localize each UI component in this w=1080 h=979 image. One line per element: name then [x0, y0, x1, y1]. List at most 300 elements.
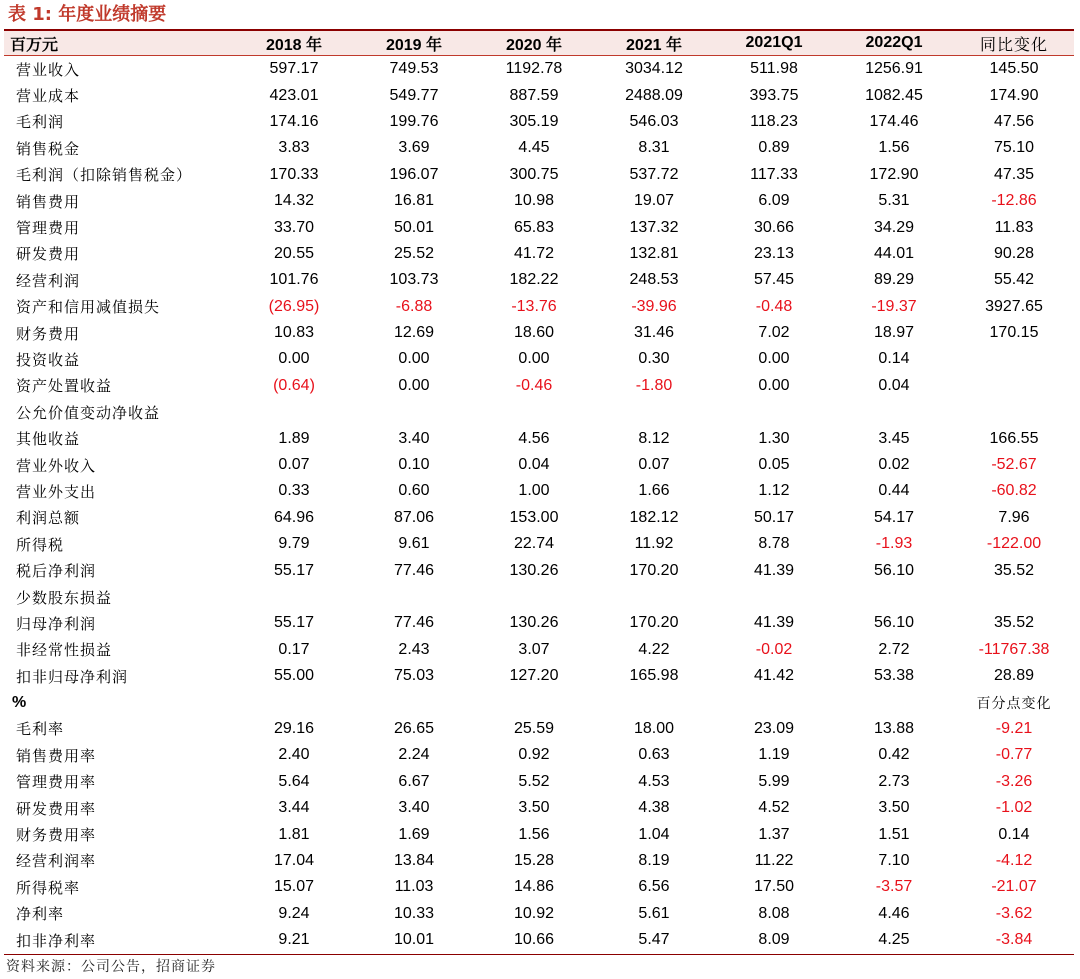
value-cell: 3.07 — [518, 640, 550, 658]
value-cell: 77.46 — [393, 561, 435, 579]
value-cell: 1256.91 — [865, 60, 923, 78]
row-label: 销售费用率 — [16, 746, 97, 765]
row-label: 净利率 — [16, 905, 65, 924]
table-row — [4, 610, 1074, 636]
value-cell: 1.69 — [398, 825, 430, 843]
col-header: 2019 年 — [354, 31, 474, 56]
source-note: 资料来源：公司公告，招商证券 — [6, 959, 216, 975]
unit-header: 百万元 — [4, 31, 234, 56]
value-cell: 511.98 — [750, 60, 798, 78]
value-cell: 11.03 — [394, 878, 434, 896]
row-label: 研发费用率 — [16, 799, 97, 818]
value-cell: 29.16 — [273, 719, 315, 737]
row-label: 管理费用率 — [16, 773, 97, 792]
table-row — [4, 294, 1074, 320]
value-cell: -3.57 — [875, 878, 913, 896]
value-cell: 117.33 — [750, 165, 798, 183]
table-row — [4, 874, 1074, 900]
value-cell: 7.02 — [758, 324, 790, 342]
value-cell: 0.04 — [878, 376, 910, 394]
value-cell: 44.01 — [873, 244, 915, 262]
value-cell: 196.07 — [389, 165, 439, 183]
value-cell: 2.73 — [878, 772, 910, 790]
value-cell: 26.65 — [393, 719, 435, 737]
value-cell: 165.98 — [629, 667, 679, 685]
value-cell: 749.53 — [389, 60, 439, 78]
value-cell: 0.17 — [278, 640, 310, 658]
value-cell: 56.10 — [873, 561, 915, 579]
col-header: 2022Q1 — [834, 31, 954, 56]
change-cell: 174.90 — [989, 86, 1039, 104]
value-cell: 8.19 — [638, 851, 670, 869]
row-label: 营业收入 — [16, 60, 81, 79]
table-row — [4, 56, 1074, 83]
value-cell: 5.52 — [518, 772, 550, 790]
value-cell: 50.17 — [753, 508, 795, 526]
change-cell: -1.02 — [995, 799, 1033, 817]
row-label: 销售费用 — [16, 192, 81, 211]
value-cell: 127.20 — [509, 667, 559, 685]
table-row — [4, 901, 1074, 927]
table-row — [4, 927, 1074, 953]
percent-label: % — [12, 693, 28, 711]
value-cell: 31.46 — [633, 324, 675, 342]
value-cell: 16.81 — [393, 192, 435, 210]
value-cell: 4.56 — [518, 429, 550, 447]
value-cell: 101.76 — [269, 271, 319, 289]
value-cell: -1.93 — [875, 535, 913, 553]
value-cell — [834, 584, 954, 610]
value-cell: 41.39 — [753, 561, 795, 579]
value-cell: 174.16 — [269, 112, 319, 130]
change-cell: -52.67 — [991, 456, 1037, 474]
value-cell: 5.31 — [878, 192, 910, 210]
value-cell: 172.90 — [869, 165, 919, 183]
table-row — [4, 188, 1074, 214]
table-row — [4, 452, 1074, 478]
change-cell: 28.89 — [993, 667, 1035, 685]
value-cell: 8.08 — [758, 904, 790, 922]
value-cell: 10.92 — [513, 904, 555, 922]
value-cell: 0.33 — [278, 482, 310, 500]
value-cell — [234, 584, 354, 610]
value-cell: 18.60 — [513, 324, 555, 342]
value-cell: 17.04 — [273, 851, 315, 869]
value-cell: 0.00 — [398, 376, 430, 394]
value-cell: 549.77 — [389, 86, 439, 104]
row-label: 利润总额 — [16, 509, 81, 528]
value-cell: 25.59 — [513, 719, 555, 737]
value-cell: 0.02 — [878, 456, 910, 474]
row-label: 税后净利润 — [16, 562, 97, 581]
row-label: 归母净利润 — [16, 614, 97, 633]
table-row — [4, 109, 1074, 135]
value-cell: 0.05 — [758, 456, 790, 474]
value-cell: 6.67 — [398, 772, 430, 790]
value-cell: -19.37 — [871, 297, 917, 315]
table-row — [4, 346, 1074, 372]
value-cell: 1.04 — [638, 825, 670, 843]
value-cell: 8.12 — [638, 429, 670, 447]
value-cell: 1.56 — [518, 825, 550, 843]
change-cell — [954, 584, 1074, 610]
change-cell: -122.00 — [986, 535, 1042, 553]
row-label: 营业外收入 — [16, 456, 97, 475]
table-row — [4, 795, 1074, 821]
value-cell: 8.78 — [758, 535, 790, 553]
table-row — [4, 214, 1074, 240]
value-cell: 0.42 — [878, 746, 910, 764]
table-row — [4, 373, 1074, 399]
value-cell: 41.42 — [753, 667, 795, 685]
row-label: 销售税金 — [16, 139, 81, 158]
value-cell: 64.96 — [273, 508, 315, 526]
row-label: 公允价值变动净收益 — [16, 403, 161, 422]
value-cell: 9.79 — [278, 535, 310, 553]
value-cell: 54.17 — [873, 508, 915, 526]
value-cell: 153.00 — [509, 508, 559, 526]
value-cell: 18.97 — [873, 324, 915, 342]
change-cell: 0.14 — [998, 825, 1030, 843]
value-cell: 3.40 — [398, 429, 430, 447]
row-label: 投资收益 — [16, 350, 81, 369]
row-label: 其他收益 — [16, 430, 81, 449]
change-cell: -21.07 — [991, 878, 1037, 896]
col-header: 2021 年 — [594, 31, 714, 56]
value-cell: 18.00 — [633, 719, 675, 737]
row-label: 毛利润（扣除销售税金） — [16, 166, 193, 185]
value-cell: -6.88 — [395, 297, 433, 315]
value-cell: 17.50 — [753, 878, 795, 896]
value-cell: -13.76 — [511, 297, 557, 315]
change-cell: 55.42 — [993, 271, 1035, 289]
value-cell: 9.24 — [278, 904, 310, 922]
value-cell: 1.37 — [758, 825, 790, 843]
value-cell: 0.89 — [758, 139, 790, 157]
change-cell — [954, 373, 1074, 399]
empty-cell — [834, 689, 954, 715]
value-cell: 55.17 — [273, 614, 315, 632]
value-cell: 182.22 — [509, 271, 559, 289]
value-cell: 137.32 — [629, 218, 679, 236]
value-cell: 199.76 — [389, 112, 439, 130]
value-cell: 11.22 — [754, 851, 794, 869]
value-cell: 9.21 — [278, 931, 310, 949]
value-cell: 41.72 — [513, 244, 555, 262]
value-cell: 1.00 — [518, 482, 550, 500]
value-cell: 5.47 — [638, 931, 670, 949]
col-header: 2018 年 — [234, 31, 354, 56]
value-cell: (0.64) — [273, 376, 315, 394]
change-cell: -3.62 — [995, 904, 1033, 922]
value-cell: 1192.78 — [505, 60, 563, 78]
change-cell: 35.52 — [993, 614, 1035, 632]
value-cell: 55.17 — [273, 561, 315, 579]
value-cell: 3.83 — [278, 139, 310, 157]
value-cell: 3.45 — [878, 429, 910, 447]
col-header: 2020 年 — [474, 31, 594, 56]
value-cell: 1.51 — [878, 825, 910, 843]
table-row — [4, 821, 1074, 847]
table-row — [4, 716, 1074, 742]
change-cell: -3.26 — [995, 772, 1033, 790]
value-cell: 53.38 — [873, 667, 915, 685]
value-cell: 77.46 — [393, 614, 435, 632]
value-cell: 1.12 — [758, 482, 790, 500]
value-cell: 2.24 — [398, 746, 430, 764]
value-cell: 1.30 — [758, 429, 790, 447]
value-cell: 170.33 — [269, 165, 319, 183]
table-row — [4, 769, 1074, 795]
empty-cell — [474, 689, 594, 715]
value-cell: 174.46 — [869, 112, 919, 130]
value-cell: 2488.09 — [625, 86, 683, 104]
value-cell — [474, 399, 594, 425]
row-label: 所得税 — [16, 535, 65, 554]
value-cell: 10.66 — [513, 931, 555, 949]
value-cell: 170.20 — [629, 614, 679, 632]
value-cell: 50.01 — [393, 218, 435, 236]
row-label: 研发费用 — [16, 245, 81, 264]
row-label: 非经常性损益 — [16, 641, 113, 660]
row-label: 少数股东损益 — [16, 588, 113, 607]
value-cell — [714, 584, 834, 610]
value-cell: 3.44 — [278, 799, 310, 817]
table-row — [4, 162, 1074, 188]
change-cell: 47.35 — [993, 165, 1035, 183]
value-cell: 0.10 — [398, 456, 430, 474]
value-cell: 8.31 — [638, 139, 670, 157]
value-cell: 15.28 — [513, 851, 555, 869]
value-cell: 300.75 — [509, 165, 559, 183]
percent-header-row — [4, 689, 1074, 715]
value-cell: 20.55 — [273, 244, 315, 262]
table-title-text: 年度业绩摘要 — [58, 4, 167, 25]
table-title — [8, 2, 166, 28]
table-row — [4, 505, 1074, 531]
table-row — [4, 848, 1074, 874]
value-cell: -39.96 — [631, 297, 677, 315]
col-header: 2021Q1 — [714, 31, 834, 56]
value-cell — [474, 584, 594, 610]
value-cell: 0.00 — [758, 376, 790, 394]
table-row — [4, 637, 1074, 663]
value-cell: 1.56 — [878, 139, 910, 157]
value-cell: 55.00 — [273, 667, 315, 685]
row-label: 经营利润 — [16, 271, 81, 290]
value-cell: 0.00 — [278, 350, 310, 368]
change-cell — [954, 399, 1074, 425]
value-cell — [354, 584, 474, 610]
value-cell: 103.73 — [389, 271, 439, 289]
value-cell: 30.66 — [753, 218, 795, 236]
value-cell: 0.00 — [518, 350, 550, 368]
value-cell — [594, 399, 714, 425]
value-cell: 0.00 — [398, 350, 430, 368]
value-cell: 56.10 — [873, 614, 915, 632]
change-cell: 145.50 — [989, 60, 1039, 78]
value-cell — [354, 399, 474, 425]
change-cell: 11.83 — [994, 218, 1034, 236]
value-cell: 23.13 — [753, 244, 795, 262]
row-label: 财务费用率 — [16, 826, 97, 845]
table-row — [4, 135, 1074, 161]
value-cell: 0.07 — [638, 456, 670, 474]
value-cell: -1.80 — [635, 376, 673, 394]
value-cell: 22.74 — [513, 535, 555, 553]
value-cell: 597.17 — [269, 60, 319, 78]
value-cell: 10.01 — [393, 931, 435, 949]
value-cell: 4.38 — [638, 799, 670, 817]
value-cell: 248.53 — [629, 271, 679, 289]
change-cell: 75.10 — [993, 139, 1035, 157]
value-cell: 34.29 — [873, 218, 915, 236]
value-cell: 3.40 — [398, 799, 430, 817]
row-label: 扣非归母净利润 — [16, 667, 129, 686]
value-cell: 3.69 — [398, 139, 430, 157]
row-label: 营业成本 — [16, 87, 81, 106]
value-cell: (26.95) — [268, 297, 320, 315]
value-cell: 10.33 — [393, 904, 435, 922]
table-row — [4, 478, 1074, 504]
change-cell: 170.15 — [989, 324, 1039, 342]
change-cell: 3927.65 — [985, 297, 1043, 315]
row-label: 经营利润率 — [16, 852, 97, 871]
value-cell: 19.07 — [633, 192, 675, 210]
value-cell: 2.40 — [278, 746, 310, 764]
change-cell: 35.52 — [993, 561, 1035, 579]
value-cell: 25.52 — [393, 244, 435, 262]
value-cell: 10.98 — [513, 192, 555, 210]
value-cell: 41.39 — [753, 614, 795, 632]
table-row — [4, 742, 1074, 768]
empty-cell — [714, 689, 834, 715]
value-cell: 11.92 — [634, 535, 674, 553]
value-cell: 1.81 — [278, 825, 310, 843]
value-cell: 2.72 — [878, 640, 910, 658]
value-cell: 4.25 — [878, 931, 910, 949]
value-cell: 14.32 — [273, 192, 315, 210]
value-cell — [834, 399, 954, 425]
value-cell: 1.19 — [758, 746, 790, 764]
value-cell: 130.26 — [509, 614, 559, 632]
value-cell: 546.03 — [629, 112, 679, 130]
table-row — [4, 531, 1074, 557]
table-row — [4, 320, 1074, 346]
value-cell: 4.53 — [638, 772, 670, 790]
value-cell: 0.07 — [278, 456, 310, 474]
value-cell: 0.44 — [878, 482, 910, 500]
value-cell: 4.45 — [518, 139, 550, 157]
change-cell: -3.84 — [995, 931, 1033, 949]
value-cell: 182.12 — [629, 508, 679, 526]
value-cell: 23.09 — [753, 719, 795, 737]
value-cell: 13.84 — [393, 851, 435, 869]
value-cell: 3.50 — [518, 799, 550, 817]
empty-cell — [354, 689, 474, 715]
empty-cell — [234, 689, 354, 715]
value-cell: 10.83 — [273, 324, 315, 342]
value-cell: 423.01 — [269, 86, 319, 104]
change-cell: 166.55 — [989, 429, 1039, 447]
value-cell: 5.64 — [278, 772, 310, 790]
value-cell: 4.22 — [638, 640, 670, 658]
table-row — [4, 399, 1074, 425]
value-cell: 170.20 — [629, 561, 679, 579]
value-cell: 537.72 — [629, 165, 679, 183]
row-label: 资产处置收益 — [16, 377, 113, 396]
change-cell: -12.86 — [991, 192, 1037, 210]
row-label: 财务费用 — [16, 324, 81, 343]
value-cell: 8.09 — [758, 931, 790, 949]
row-label: 资产和信用减值损失 — [16, 298, 161, 317]
value-cell: 6.56 — [638, 878, 670, 896]
value-cell: 305.19 — [509, 112, 559, 130]
value-cell: 0.60 — [398, 482, 430, 500]
value-cell: 0.14 — [878, 350, 910, 368]
value-cell: 1082.45 — [865, 86, 923, 104]
value-cell: 0.04 — [518, 456, 550, 474]
row-label: 管理费用 — [16, 219, 81, 238]
empty-cell — [594, 689, 714, 715]
value-cell: 887.59 — [509, 86, 559, 104]
value-cell: 75.03 — [393, 667, 435, 685]
value-cell: 13.88 — [873, 719, 915, 737]
value-cell: -0.46 — [515, 376, 553, 394]
value-cell: 89.29 — [873, 271, 915, 289]
table-row — [4, 241, 1074, 267]
change-cell: -60.82 — [991, 482, 1037, 500]
yoy-header: 同比变化 — [954, 31, 1074, 56]
value-cell: 9.61 — [398, 535, 430, 553]
value-cell: 130.26 — [509, 561, 559, 579]
table-row — [4, 82, 1074, 108]
value-cell: 4.52 — [758, 799, 790, 817]
change-cell: 7.96 — [998, 508, 1030, 526]
value-cell: 3.50 — [878, 799, 910, 817]
change-cell: -0.77 — [995, 746, 1033, 764]
change-cell: -4.12 — [995, 851, 1033, 869]
table-row — [4, 557, 1074, 583]
value-cell: 4.46 — [878, 904, 910, 922]
value-cell: 0.92 — [518, 746, 550, 764]
value-cell: 57.45 — [753, 271, 795, 289]
row-label: 扣非净利率 — [16, 931, 97, 950]
row-label: 营业外支出 — [16, 482, 97, 501]
value-cell: 1.66 — [638, 482, 670, 500]
table-row — [4, 663, 1074, 689]
value-cell: 14.86 — [513, 878, 555, 896]
value-cell: -0.48 — [755, 297, 793, 315]
value-cell — [594, 584, 714, 610]
header-row — [4, 31, 1074, 56]
value-cell: 1.89 — [278, 429, 310, 447]
value-cell: 6.09 — [758, 192, 790, 210]
row-label: 所得税率 — [16, 878, 81, 897]
value-cell: 87.06 — [393, 508, 435, 526]
table-row — [4, 584, 1074, 610]
table-row — [4, 267, 1074, 293]
change-cell — [954, 346, 1074, 372]
value-cell: 393.75 — [749, 86, 799, 104]
value-cell: 0.00 — [758, 350, 790, 368]
value-cell — [234, 399, 354, 425]
value-cell: 132.81 — [629, 244, 679, 262]
row-label: 毛利润 — [16, 113, 65, 132]
value-cell: 2.43 — [398, 640, 430, 658]
value-cell: 3034.12 — [625, 60, 683, 78]
summary-table — [4, 31, 1074, 953]
